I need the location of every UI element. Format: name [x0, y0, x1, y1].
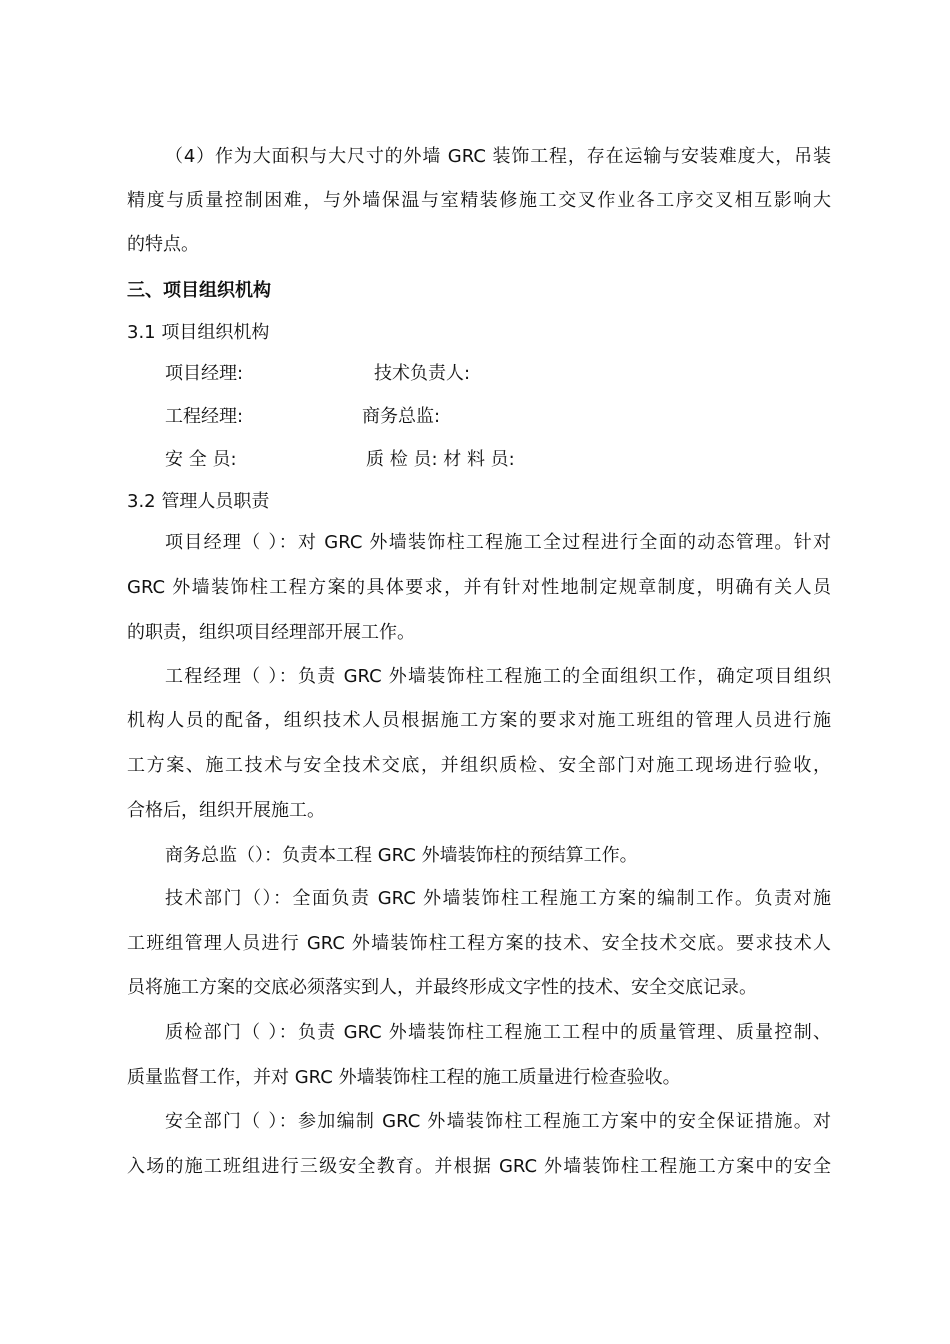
paragraph-line: 机构人员的配备，组织技术人员根据施工方案的要求对施工班组的管理人员进行施 [127, 710, 831, 731]
paragraph-line: 质量监督工作，并对 GRC 外墙装饰柱工程的施工质量进行检查验收。 [127, 1067, 681, 1088]
org-label-engineering-manager: 工程经理: [165, 406, 244, 427]
org-label-safety-officer: 安 全 员: [165, 449, 237, 470]
paragraph-line: （4）作为大面积与大尺寸的外墙 GRC 装饰工程，存在运输与安装难度大，吊装 [165, 146, 831, 167]
paragraph-line: 项目经理（ ）：对 GRC 外墙装饰柱工程施工全过程进行全面的动态管理。针对 [165, 532, 831, 553]
paragraph-line: 的特点。 [127, 234, 199, 255]
paragraph-line: 工方案、施工技术与安全技术交底，并组织质检、安全部门对施工现场进行验收， [127, 755, 831, 776]
paragraph-line: 工程经理（ ）：负责 GRC 外墙装饰柱工程施工的全面组织工作，确定项目组织 [165, 666, 831, 687]
subsection-heading-3-2: 3.2 管理人员职责 [127, 491, 270, 512]
paragraph-line: 员将施工方案的交底必须落实到人，并最终形成文字性的技术、安全交底记录。 [127, 977, 757, 998]
paragraph-line: 入场的施工班组进行三级安全教育。并根据 GRC 外墙装饰柱工程施工方案中的安全 [127, 1156, 831, 1177]
paragraph-line: 的职责，组织项目经理部开展工作。 [127, 622, 415, 643]
org-label-project-manager: 项目经理: [165, 363, 244, 384]
paragraph-line: 质检部门（ ）：负责 GRC 外墙装饰柱工程施工工程中的质量管理、质量控制、 [165, 1022, 831, 1043]
section-heading: 三、项目组织机构 [127, 280, 271, 301]
subsection-heading-3-1: 3.1 项目组织机构 [127, 322, 270, 343]
org-label-commercial-director: 商务总监: [362, 406, 441, 427]
paragraph-line: 精度与质量控制困难，与外墙保温与室精装修施工交叉作业各工序交叉相互影响大 [127, 190, 831, 211]
org-label-qc-materials: 质 检 员: 材 料 员: [366, 449, 515, 470]
paragraph-line: 安全部门（ ）：参加编制 GRC 外墙装饰柱工程施工方案中的安全保证措施。对 [165, 1111, 831, 1132]
paragraph-line: GRC 外墙装饰柱工程方案的具体要求，并有针对性地制定规章制度，明确有关人员 [127, 577, 831, 598]
paragraph-line: 合格后，组织开展施工。 [127, 800, 325, 821]
org-label-technical-lead: 技术负责人: [374, 363, 471, 384]
paragraph-line: 技术部门（）：全面负责 GRC 外墙装饰柱工程施工方案的编制工作。负责对施 [165, 888, 831, 909]
paragraph-line: 工班组管理人员进行 GRC 外墙装饰柱工程方案的技术、安全技术交底。要求技术人 [127, 933, 831, 954]
paragraph-line: 商务总监（）：负责本工程 GRC 外墙装饰柱的预结算工作。 [165, 845, 638, 866]
